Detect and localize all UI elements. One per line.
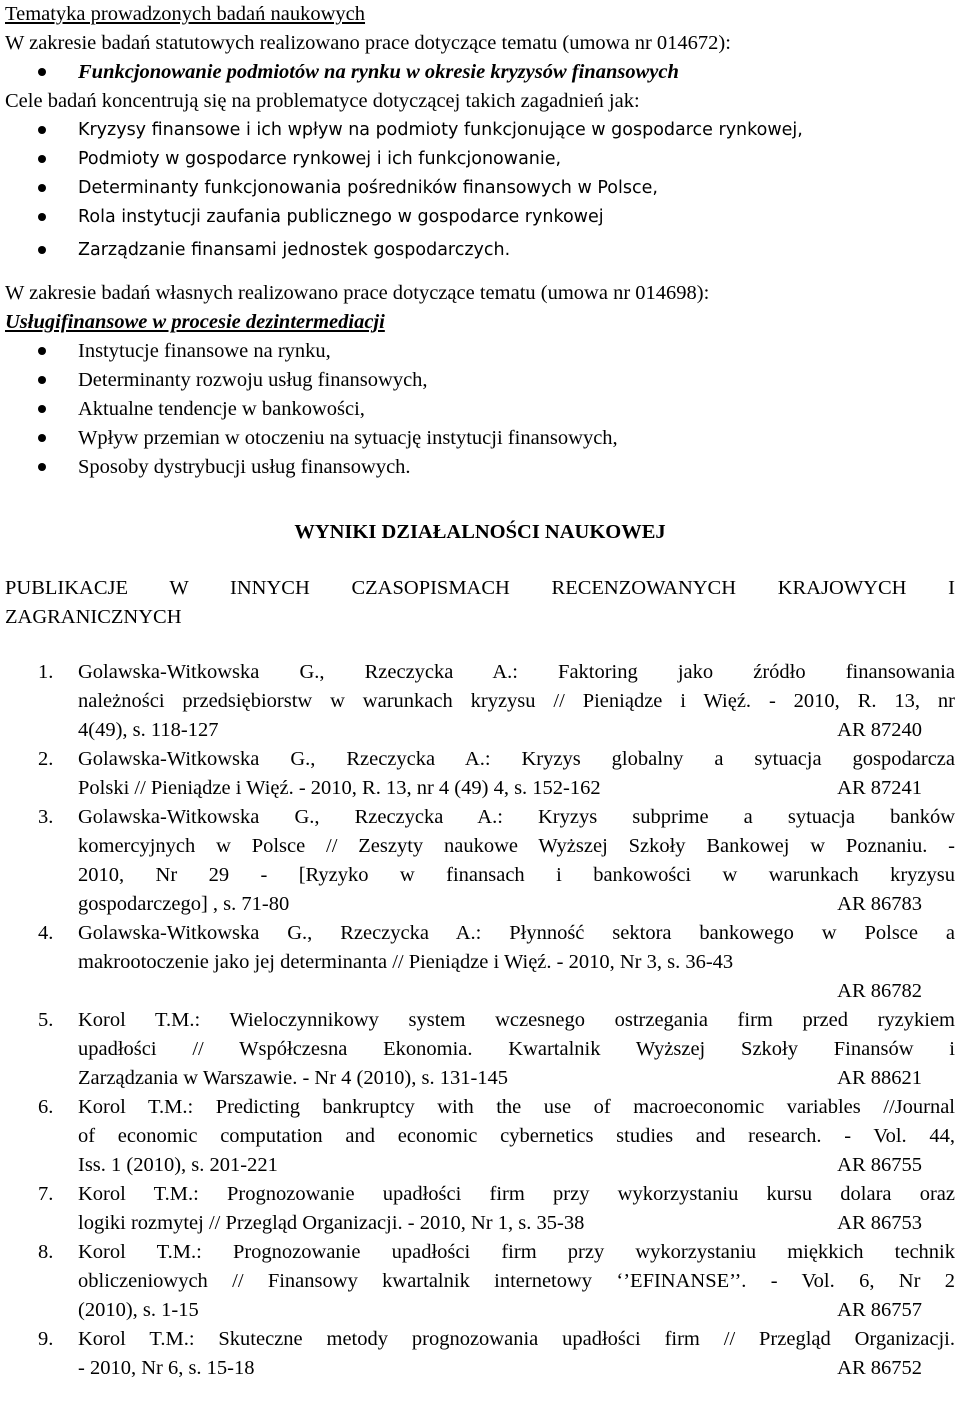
bullet-icon — [38, 68, 46, 76]
list-item: Aktualne tendencje w bankowości, — [5, 395, 955, 424]
bullet-icon — [38, 246, 46, 254]
list-item: 6. Korol T.M.: Predicting bankruptcy with the use of macroeconomic variables //Journal of economic computation and economic cybernetics studies and research. - Vol. 44, Iss. 1 (2010), s. 201-221 AR 86755 — [5, 1093, 955, 1180]
bullet-icon — [38, 463, 46, 471]
list-item: 8. Korol T.M.: Prognozowanie upadłości firm przy wykorzystaniu miękkich technik obliczeniowych // Finansowy kwartalnik internetowy ‘’EFINANSE’’. - Vol. 6, Nr 2 (2010), s. 1-15 AR 86757 — [5, 1238, 955, 1325]
bullet-icon — [38, 213, 46, 221]
bullet-icon — [38, 376, 46, 384]
list-item: 7. Korol T.M.: Prognozowanie upadłości firm przy wykorzystaniu kursu dolara oraz logiki rozmytej // Przegląd Organizacji. - 2010, Nr 1, s. 35-38 AR 86753 — [5, 1180, 955, 1238]
list-item: 9. Korol T.M.: Skuteczne metody prognozowania upadłości firm // Przegląd Organizacji. - 2010, Nr 6, s. 15-18 AR 86752 — [5, 1325, 955, 1383]
list-item: Sposoby dystrybucji usług finansowych. — [5, 453, 955, 482]
list-item: Rola instytucji zaufania publicznego w gospodarce rynkowej — [5, 203, 955, 232]
statutory-intro: W zakresie badań statutowych realizowano prace dotyczące tematu (umowa nr 014672): — [5, 32, 731, 54]
list-item: Kryzysy finansowe i ich wpływ na podmioty funkcjonujące w gospodarce rynkowej, — [5, 116, 955, 145]
own-topic-list — [5, 337, 955, 482]
bullet-icon — [38, 155, 46, 163]
publications-heading-line1: PUBLIKACJE W INNYCH CZASOPISMACH RECENZOWANYCH KRAJOWYCH I — [5, 577, 955, 599]
goals-intro: Cele badań koncentrują się na problematyce dotyczącej takich zagadnień jak: — [5, 90, 640, 112]
list-item: 4. Golawska-Witkowska G., Rzeczycka A.: Płynność sektora bankowego w Polsce a makrootoczenie jako jej determinanta // Pieniądze i Więź. - 2010, Nr 3, s. 36-43 AR 86782 — [5, 919, 955, 1006]
ar-code: AR 86752 — [837, 1357, 922, 1379]
list-item — [5, 58, 955, 87]
statutory-topic-list — [5, 58, 955, 87]
list-item: 1. Golawska-Witkowska G., Rzeczycka A.: Faktoring jako źródło finansowania należności przedsiębiorstw w warunkach kryzysu // Pieniądze i Więź. - 2010, R. 13, nr 4(49), s. 118-127 AR 87240 — [5, 658, 955, 745]
own-intro: W zakresie badań własnych realizowano prace dotyczące tematu (umowa nr 014698): — [5, 282, 710, 304]
ar-code: AR 86757 — [837, 1299, 922, 1321]
bullet-icon — [38, 347, 46, 355]
list-item: Determinanty rozwoju usług finansowych, — [5, 366, 955, 395]
goals-list — [5, 116, 955, 265]
own-topic: Usługifinansowe w procesie dezintermediacji — [5, 311, 385, 333]
ar-code: AR 86783 — [837, 893, 922, 915]
ar-code: AR 87241 — [837, 777, 922, 799]
ar-code: AR 86755 — [837, 1154, 922, 1176]
ar-code: AR 87240 — [837, 719, 922, 741]
list-item: 5. Korol T.M.: Wieloczynnikowy system wczesnego ostrzegania firm przed ryzykiem upadłości // Współczesna Ekonomia. Kwartalnik Wyższej Szkoły Finansów i Zarządzania w Warszawie. - Nr 4 (2010), s. 131-145 AR 88621 — [5, 1006, 955, 1093]
list-item: Zarządzanie finansami jednostek gospodarczych. — [5, 236, 955, 265]
list-item: Determinanty funkcjonowania pośredników finansowych w Polsce, — [5, 174, 955, 203]
ar-code: AR 86753 — [837, 1212, 922, 1234]
publications-heading-line2: ZAGRANICZNYCH — [5, 606, 182, 628]
list-item: Podmioty w gospodarce rynkowej i ich funkcjonowanie, — [5, 145, 955, 174]
ar-code: AR 88621 — [837, 1067, 922, 1089]
results-heading: WYNIKI DZIAŁALNOŚCI NAUKOWEJ — [294, 521, 666, 543]
document-page — [5, 0, 955, 1383]
list-item: Instytucje finansowe na rynku, — [5, 337, 955, 366]
statutory-topic: Funkcjonowanie podmiotów na rynku w okresie kryzysów finansowych — [78, 61, 679, 83]
bullet-icon — [38, 405, 46, 413]
list-item: 3. Golawska-Witkowska G., Rzeczycka A.: Kryzys subprime a sytuacja banków komercyjnych w Polsce // Zeszyty naukowe Wyższej Szkoły Bankowej w Poznaniu. - 2010, Nr 29 - [Ryzyko w finansach i bankowości w warunkach kryzysu gospodarczego] , s. 71-80 AR 86783 — [5, 803, 955, 919]
list-item: 2. Golawska-Witkowska G., Rzeczycka A.: Kryzys globalny a sytuacja gospodarcza Polski // Pieniądze i Więź. - 2010, R. 13, nr 4 (49) 4, s. 152-162 AR 87241 — [5, 745, 955, 803]
publications-list — [5, 658, 955, 1383]
ar-code: AR 86782 — [837, 980, 922, 1002]
bullet-icon — [38, 434, 46, 442]
list-item: Wpływ przemian w otoczeniu na sytuację instytucji finansowych, — [5, 424, 955, 453]
section-title: Tematyka prowadzonych badań naukowych — [5, 3, 366, 25]
bullet-icon — [38, 184, 46, 192]
bullet-icon — [38, 126, 46, 134]
